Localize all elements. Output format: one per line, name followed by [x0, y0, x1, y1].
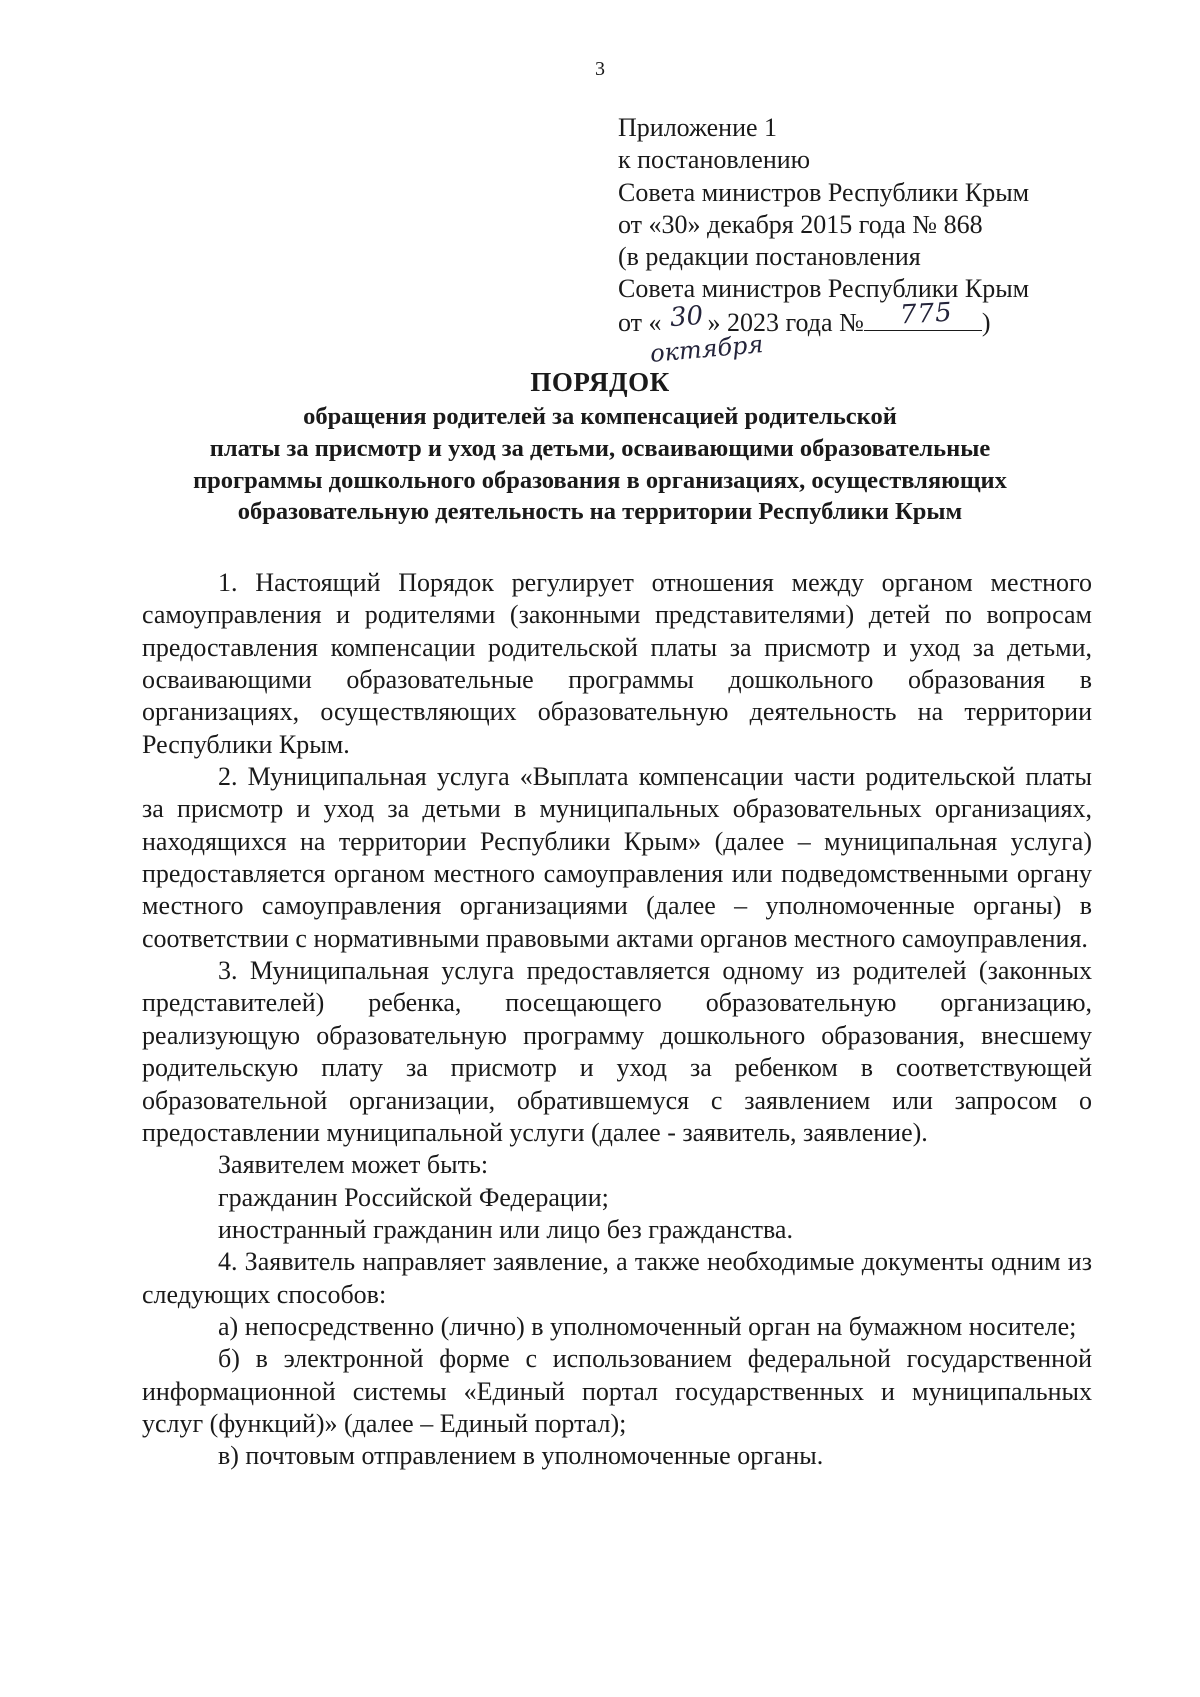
appendix-header — [618, 112, 1178, 339]
title-sub-line-3: программы дошкольного образования в организациях, осуществляющих — [193, 466, 1007, 494]
paragraph-2: 2. Муниципальная услуга «Выплата компенсации части родительской платы за присмотр и уход за детьми в муниципальных образовательных организациях, находящихся на территории Республики Крым» (далее – муниципальная услуга) предоставляется органом местного самоуправления или подведомственными органу местного самоуправления организациями (далее – уполномоченные органы) в соответствии с нормативными правовыми актами органов местного самоуправления. — [142, 762, 1092, 953]
page-number: 3 — [595, 58, 605, 80]
appendix-line-7 — [618, 297, 1178, 339]
appendix-date-prefix: от « — [618, 307, 662, 337]
paragraph-applicant-intro: Заявителем может быть: — [218, 1150, 489, 1180]
appendix-line-3: Совета министров Республики Крым — [618, 177, 1030, 207]
paragraph-applicant-foreigner: иностранный гражданин или лицо без гражданства. — [218, 1214, 793, 1244]
appendix-line-1: Приложение 1 — [618, 113, 778, 142]
paragraph-3: 3. Муниципальная услуга предоставляется одному из родителей (законных представителей) ребенка, посещающего образовательную организацию, реализующую образовательную программу дошкольного образования, внесшему родительскую плату за присмотр и уход за ребенком в соответствующей образовательной организации, обратившемуся с заявлением или запросом о предоставлении муниципальной услуги (далее - заявитель, заявление). — [142, 956, 1092, 1147]
appendix-line-6: Совета министров Республики Крым — [618, 274, 1030, 304]
paragraph-1: 1. Настоящий Порядок регулирует отношения между органом местного самоуправления и родителями (законными представителями) детей по вопросам предоставления компенсации родительской платы за присмотр и уход за детьми, осваивающими образовательные программы дошкольного образования в организациях, осуществляющих образовательную деятельность на территории Республики Крым. — [142, 568, 1092, 759]
handwritten-day: 30 — [668, 300, 704, 333]
paragraph-4: 4. Заявитель направляет заявление, а также необходимые документы одним из следующих способов: — [142, 1247, 1092, 1309]
appendix-line-2: к постановлению — [618, 145, 811, 175]
handwritten-month: октября — [648, 330, 765, 368]
paragraph-4a: а) непосредственно (лично) в уполномоченный орган на бумажном носителе; — [218, 1311, 1077, 1341]
title-sub-line-1: обращения родителей за компенсацией родительской — [303, 403, 897, 430]
handwritten-number-field — [864, 297, 982, 331]
handwritten-day-field — [662, 300, 708, 339]
appendix-date-mid: » 2023 года № — [707, 307, 864, 337]
paragraph-4b: б) в электронной форме с использованием федеральной государственной информационной системы «Единый портал государственных и муниципальных услуг (функций)» (далее – Единый портал); — [142, 1344, 1092, 1438]
appendix-line-5: (в редакции постановления — [618, 242, 921, 272]
document-body — [142, 567, 1092, 1473]
document-title — [120, 365, 1080, 528]
handwritten-number: 775 — [899, 297, 954, 331]
title-main: ПОРЯДОК — [530, 367, 670, 397]
title-sub-line-4: образовательную деятельность на территории Республики Крым — [237, 498, 963, 526]
appendix-date-suffix: ) — [981, 307, 991, 337]
title-sub-line-2: платы за присмотр и уход за детьми, осваивающими образовательные — [209, 434, 991, 462]
paragraph-applicant-citizen: гражданин Российской Федерации; — [218, 1182, 609, 1212]
appendix-line-4: от «30» декабря 2015 года № 868 — [618, 209, 983, 239]
paragraph-4c: в) почтовым отправлением в уполномоченные органы. — [218, 1441, 824, 1471]
